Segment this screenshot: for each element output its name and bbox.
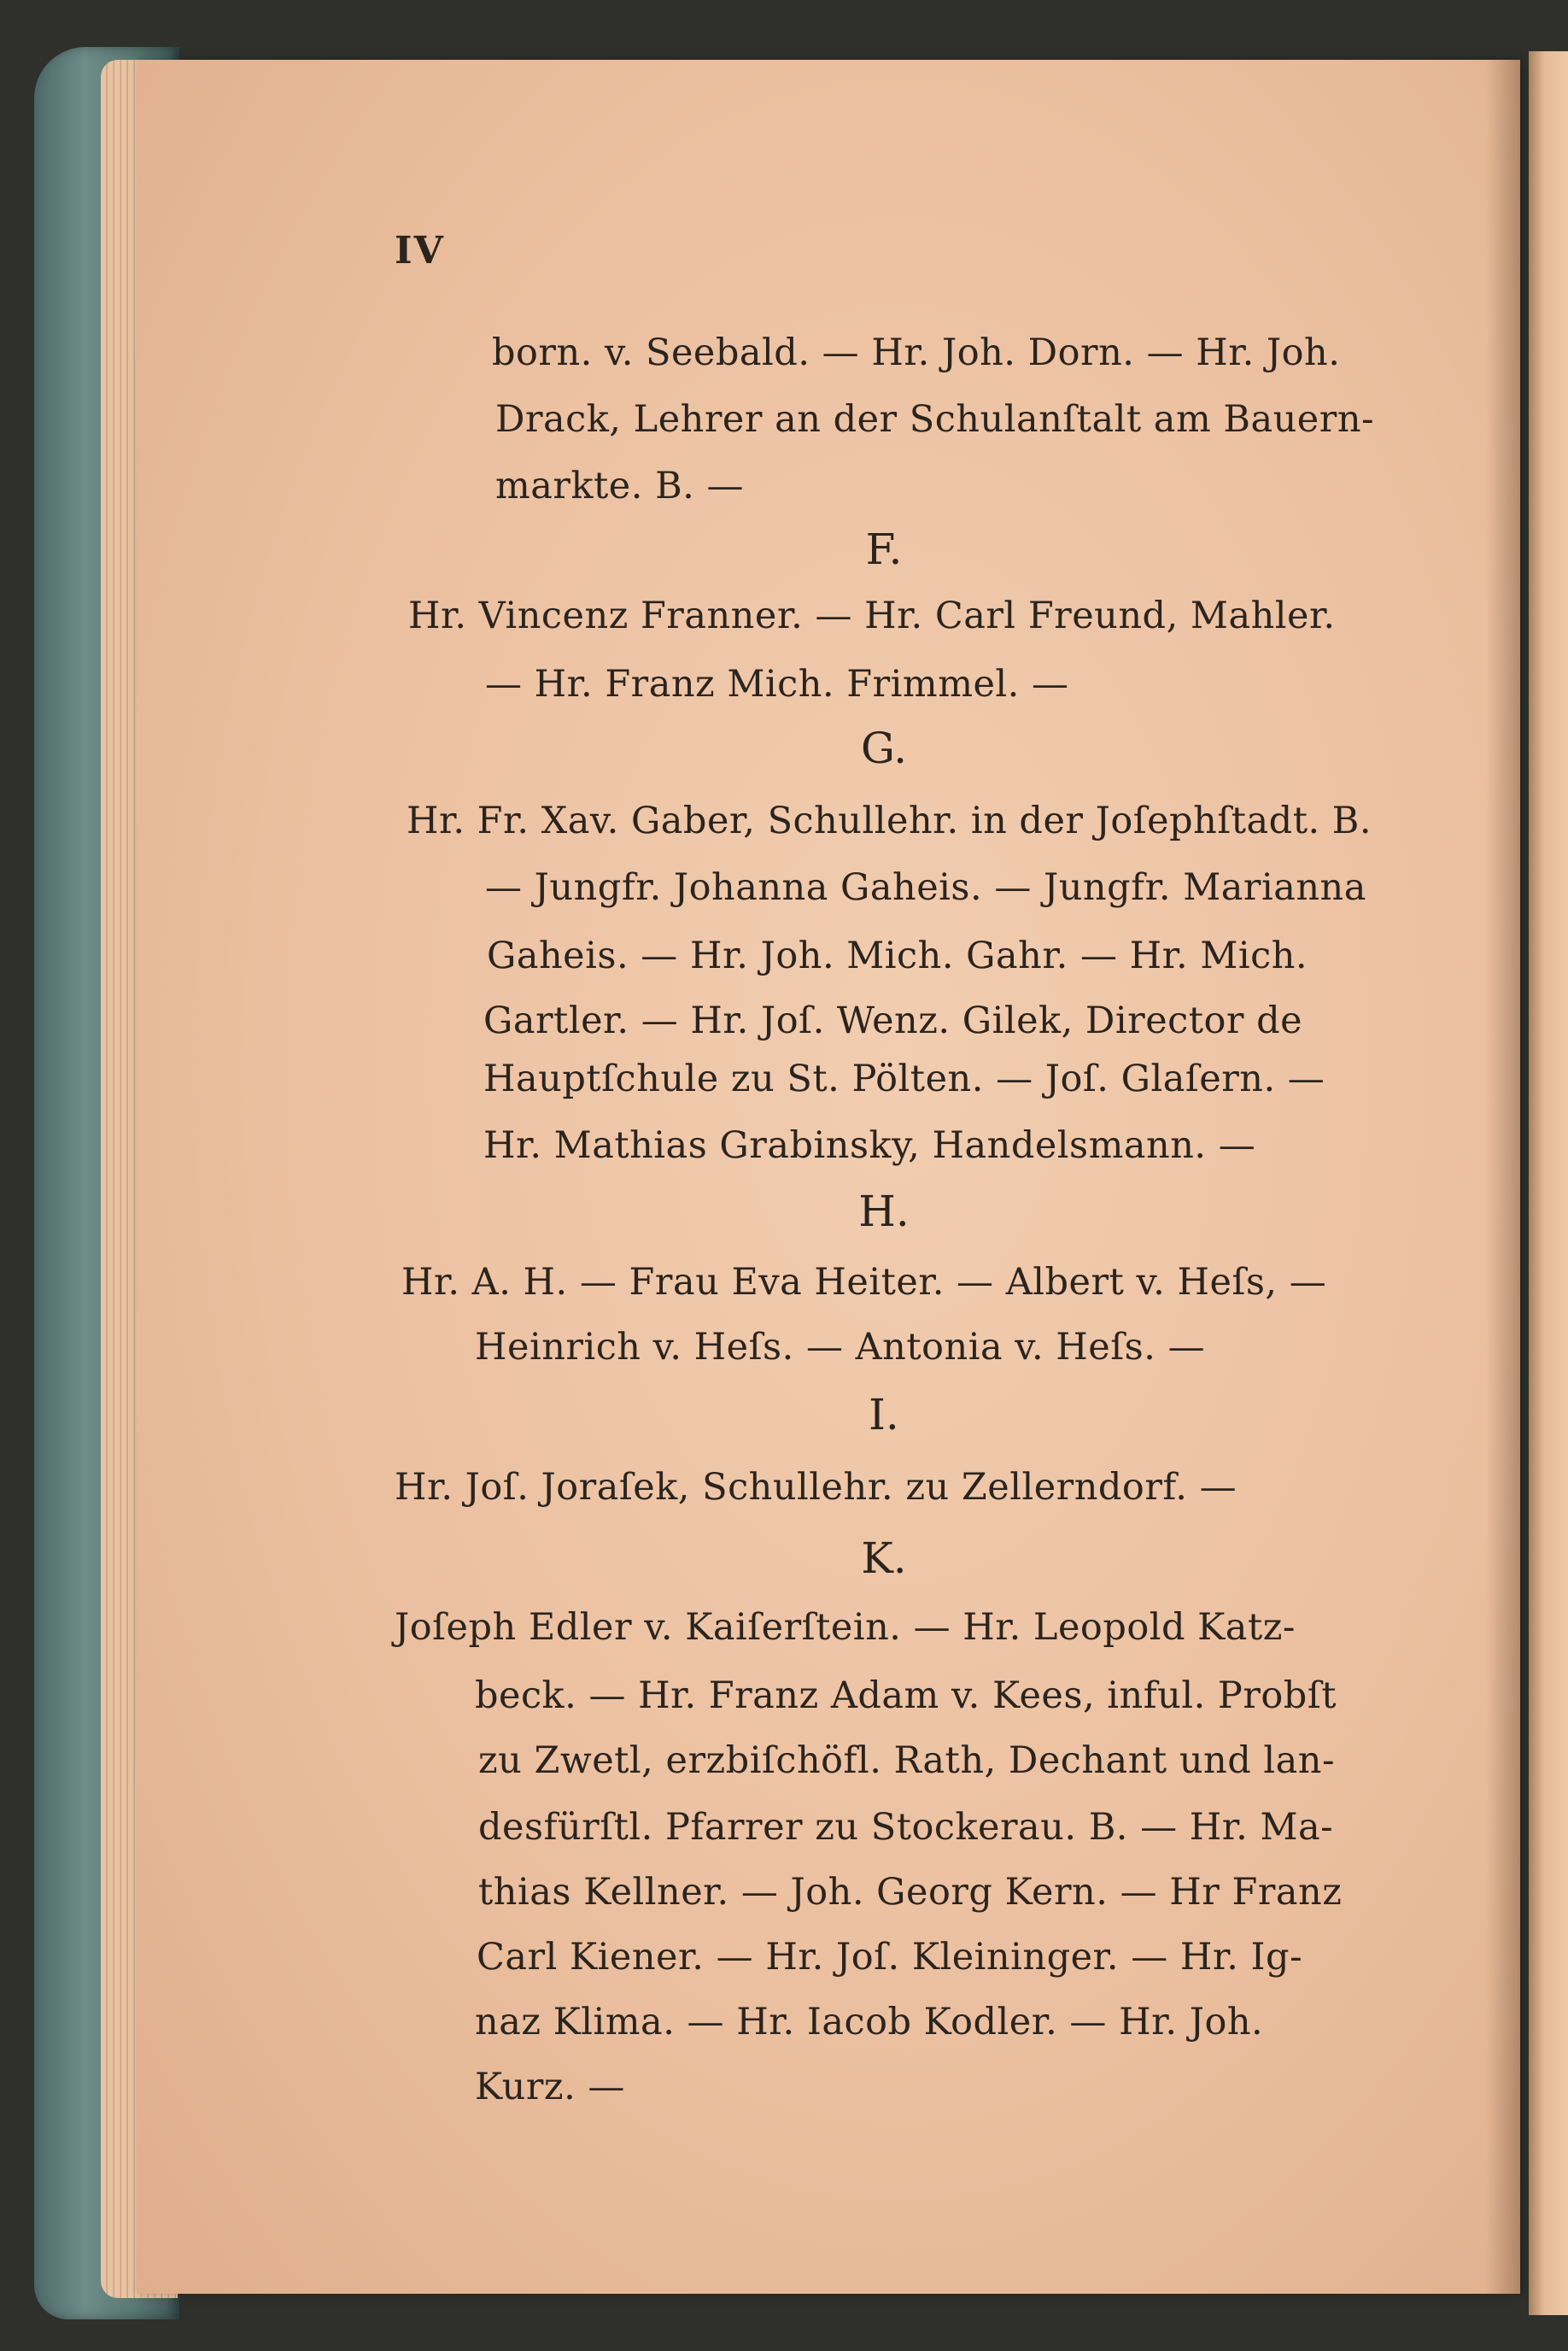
section-letter-k: K. xyxy=(861,1533,907,1583)
text-line: Hr. Vincenz Franner. — Hr. Carl Freund, Mahler. xyxy=(408,595,1336,637)
text-line: beck. — Hr. Franz Adam v. Kees, inful. Probſt xyxy=(475,1674,1337,1717)
text-line: markte. B. — xyxy=(495,465,745,507)
text-line: Hauptſchule zu St. Pölten. — Joſ. Glaſern. — xyxy=(483,1058,1325,1100)
section-letter-i: I. xyxy=(869,1390,899,1439)
text-line: Hr. Fr. Xav. Gaber, Schullehr. in der Joſephſtadt. B. xyxy=(407,800,1372,842)
text-line: Gartler. — Hr. Joſ. Wenz. Gilek, Director de xyxy=(483,1000,1303,1042)
text-line: Kurz. — xyxy=(475,2066,625,2108)
text-line: Hr. Joſ. Joraſek, Schullehr. zu Zellerndorf. — xyxy=(395,1466,1237,1509)
text-line: Heinrich v. Heſs. — Antonia v. Heſs. — xyxy=(475,1326,1206,1369)
text-line: Gaheis. — Hr. Joh. Mich. Gahr. — Hr. Mich. xyxy=(487,935,1308,977)
text-line: desfürſtl. Pfarrer zu Stockerau. B. — Hr. Ma- xyxy=(478,1806,1334,1849)
text-line: born. v. Seebald. — Hr. Joh. Dorn. — Hr. Joh. xyxy=(492,331,1341,374)
text-line: Drack, Lehrer an der Schulanſtalt am Bauern- xyxy=(495,398,1375,441)
section-letter-g: G. xyxy=(860,724,908,773)
text-line: Carl Kiener. — Hr. Joſ. Kleininger. — Hr. Ig- xyxy=(477,1936,1303,1979)
text-line: thias Kellner. — Joh. Georg Kern. — Hr Franz xyxy=(478,1871,1343,1914)
text-line: — Hr. Franz Mich. Frimmel. — xyxy=(485,663,1069,706)
text-line: Hr. A. H. — Frau Eva Heiter. — Albert v. Heſs, — xyxy=(401,1261,1327,1304)
text-line: Joſeph Edler v. Kaiſerſtein. — Hr. Leopold Katz- xyxy=(395,1606,1296,1649)
section-letter-f: F. xyxy=(865,525,903,574)
text-line: Hr. Mathias Grabinsky, Handelsmann. — xyxy=(483,1124,1256,1167)
text-line: — Jungfr. Johanna Gaheis. — Jungfr. Marianna xyxy=(485,866,1366,909)
section-letter-h: H. xyxy=(858,1187,910,1236)
text-line: zu Zwetl, erzbiſchöfl. Rath, Dechant und lan- xyxy=(478,1739,1336,1782)
page-number: IV xyxy=(395,229,445,273)
text-line: naz Klima. — Hr. Iacob Kodler. — Hr. Joh. xyxy=(475,2001,1264,2043)
